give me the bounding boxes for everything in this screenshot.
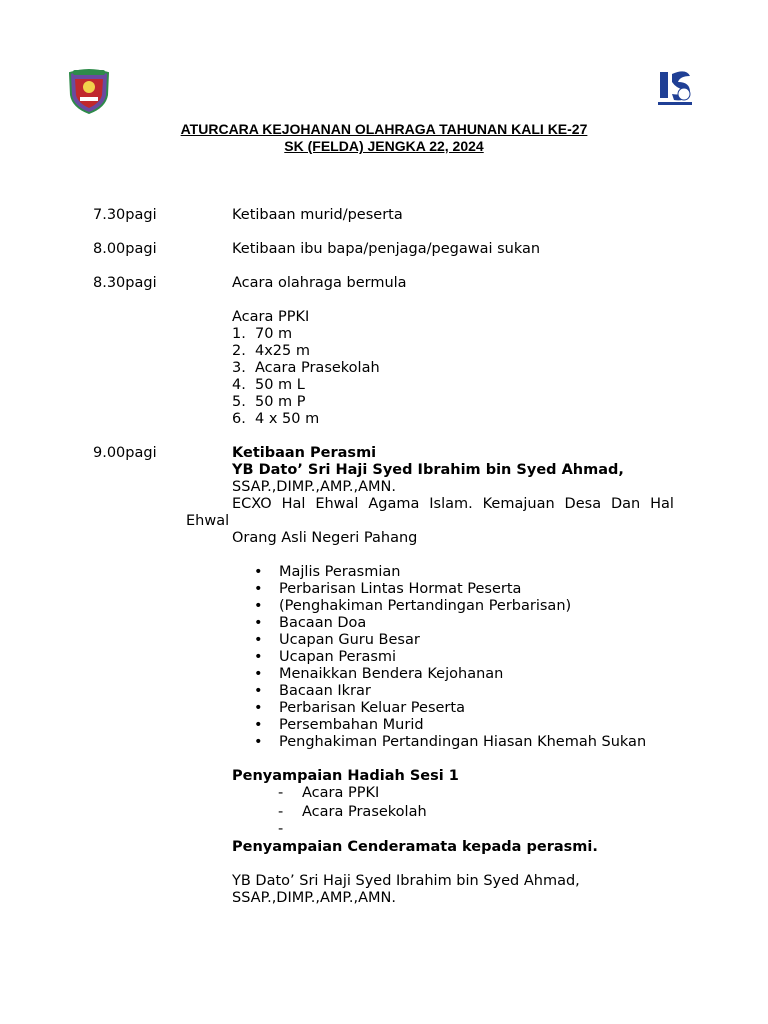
- ppki-list-item: [232, 326, 292, 343]
- schedule-text: Acara olahraga bermula: [232, 275, 407, 291]
- guest-position-line-2: Orang Asli Negeri Pahang: [232, 530, 418, 546]
- ppki-list-item: [232, 360, 380, 377]
- bullet-icon: •: [254, 700, 263, 716]
- prize-heading: Penyampaian Hadiah Sesi 1: [232, 768, 459, 784]
- bullet-icon: •: [254, 717, 263, 733]
- bullet-icon: •: [254, 632, 263, 648]
- ceremony-item: Ucapan Guru Besar: [279, 632, 420, 648]
- guest-position-wrap: Ehwal: [186, 513, 230, 529]
- ceremony-item: Bacaan Ikrar: [279, 683, 371, 699]
- list-number: 6.: [232, 411, 246, 427]
- list-number: 4.: [232, 377, 246, 393]
- ceremony-item: Persembahan Murid: [279, 717, 424, 733]
- ceremony-item: Perbarisan Lintas Hormat Peserta: [279, 581, 522, 597]
- ppki-heading: Acara PPKI: [232, 309, 310, 325]
- ceremony-item: Ucapan Perasmi: [279, 649, 397, 665]
- list-number: 2.: [232, 343, 246, 359]
- arrival-heading: Ketibaan Perasmi: [232, 445, 377, 461]
- prize-item: Acara Prasekolah: [302, 804, 427, 820]
- schedule-time: 7.30pagi: [93, 207, 157, 223]
- position-word: Islam.: [429, 496, 473, 512]
- ceremony-item: Perbarisan Keluar Peserta: [279, 700, 465, 716]
- dash-icon: -: [278, 804, 284, 820]
- schedule-text: Ketibaan ibu bapa/penjaga/pegawai sukan: [232, 241, 541, 257]
- guest-position-line: [232, 496, 674, 513]
- schedule-time: 8.30pagi: [93, 275, 157, 291]
- bullet-icon: •: [254, 598, 263, 614]
- position-word: Hal: [650, 496, 674, 512]
- position-word: Hal: [281, 496, 306, 512]
- dash-icon: -: [278, 785, 284, 801]
- ceremony-item: Penghakiman Pertandingan Hiasan Khemah Sukan: [279, 734, 647, 750]
- schedule-time: 9.00pagi: [93, 445, 157, 461]
- bullet-icon: •: [254, 734, 263, 750]
- bullet-icon: •: [254, 615, 263, 631]
- bullet-icon: •: [254, 649, 263, 665]
- ceremony-item: Bacaan Doa: [279, 615, 367, 631]
- list-number: 1.: [232, 326, 246, 342]
- ppki-list-item: [232, 411, 319, 428]
- position-word: Agama: [368, 496, 420, 512]
- bullet-icon: •: [254, 666, 263, 682]
- ceremony-item: (Penghakiman Pertandingan Perbarisan): [279, 598, 572, 614]
- list-item-text: 4x25 m: [255, 343, 310, 359]
- bullet-icon: •: [254, 581, 263, 597]
- guest-honours: SSAP.,DIMP.,AMP.,AMN.: [232, 479, 396, 495]
- document-title-line-1: ATURCARA KEJOHANAN OLAHRAGA TAHUNAN KALI KE-27: [180, 121, 588, 137]
- position-word: Ehwal: [315, 496, 359, 512]
- schedule-text: Ketibaan murid/peserta: [232, 207, 403, 223]
- bullet-icon: •: [254, 564, 263, 580]
- souvenir-guest-name: YB Dato’ Sri Haji Syed Ibrahim bin Syed Ahmad,: [232, 873, 580, 889]
- ceremony-item: Menaikkan Bendera Kejohanan: [279, 666, 504, 682]
- prize-item: Acara PPKI: [302, 785, 380, 801]
- position-word: Desa: [564, 496, 602, 512]
- list-number: 3.: [232, 360, 246, 376]
- list-item-text: Acara Prasekolah: [255, 360, 380, 376]
- anniversary-25-logo-icon: [656, 68, 694, 108]
- list-item-text: 4 x 50 m: [255, 411, 320, 427]
- list-number: 5.: [232, 394, 246, 410]
- ceremony-item: Majlis Perasmian: [279, 564, 401, 580]
- schedule-time: 8.00pagi: [93, 241, 157, 257]
- list-item-text: 70 m: [255, 326, 293, 342]
- position-word: Kemajuan: [482, 496, 555, 512]
- souvenir-guest-honours: SSAP.,DIMP.,AMP.,AMN.: [232, 890, 396, 906]
- ppki-list-item: [232, 377, 305, 394]
- ppki-list-item: [232, 394, 306, 411]
- souvenir-heading: Penyampaian Cenderamata kepada perasmi.: [232, 839, 598, 855]
- position-word: Dan: [610, 496, 641, 512]
- dash-icon: -: [278, 821, 284, 837]
- list-item-text: 50 m P: [255, 394, 306, 410]
- ppki-list-item: [232, 343, 310, 360]
- document-title-line-2: SK (FELDA) JENGKA 22, 2024: [284, 138, 484, 154]
- bullet-icon: •: [254, 683, 263, 699]
- list-item-text: 50 m L: [255, 377, 305, 393]
- position-word: ECXO: [232, 496, 272, 512]
- guest-name: YB Dato’ Sri Haji Syed Ibrahim bin Syed Ahmad,: [232, 462, 624, 478]
- school-crest-icon: [68, 67, 110, 114]
